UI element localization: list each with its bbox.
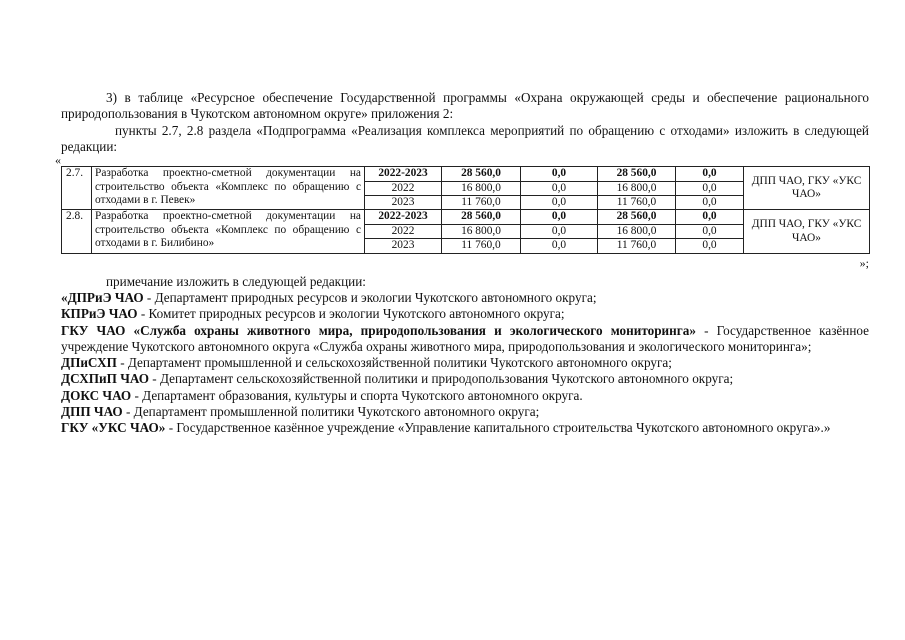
definition-abbr: ГКУ «УКС ЧАО»: [61, 420, 166, 436]
value-cell: 16 800,0: [598, 181, 676, 195]
value-cell: 0,0: [521, 210, 598, 224]
value-cell: 0,0: [521, 196, 598, 210]
row-name: Разработка проектно-сметной документации на строительство объекта «Комплекс по обращению с отходами в г. Певек»: [92, 167, 365, 210]
resource-table: [61, 166, 870, 253]
value-cell: 28 560,0: [598, 167, 676, 181]
value-cell: 0,0: [676, 239, 744, 253]
row-name: Разработка проектно-сметной документации на строительство объекта «Комплекс по обращению с отходами в г. Билибино»: [92, 210, 365, 253]
definition-abbr: ГКУ ЧАО «Служба охраны животного мира, природопользования и экологического мониторинга»: [61, 322, 696, 338]
definition-abbr: ДОКС ЧАО: [61, 387, 132, 403]
period-cell: 2023: [365, 239, 442, 253]
value-cell: 11 760,0: [598, 239, 676, 253]
total-cell: 16 800,0: [442, 181, 521, 195]
definition-item: [61, 371, 869, 387]
definition-abbr: ДСХПиП ЧАО: [61, 371, 149, 387]
row-number: 2.7.: [62, 167, 92, 210]
value-cell: 0,0: [676, 181, 744, 195]
definition-item: [61, 306, 869, 322]
definition-text: - Департамент сельскохозяйственной политики и природопользования Чукотского автономного округа;: [149, 371, 734, 387]
definition-item: [61, 323, 869, 356]
definition-text: - Департамент природных ресурсов и экологии Чукотского автономного округа;: [143, 289, 597, 305]
row-number: 2.8.: [62, 210, 92, 253]
definition-item: [61, 290, 869, 306]
definition-text: - Департамент промышленной и сельскохозяйственной политики Чукотского автономного округа;: [116, 355, 672, 371]
definition-text: - Государственное казённое учреждение «Управление капитального строительства Чукотского автономного округа».»: [165, 420, 831, 436]
period-cell: 2023: [365, 196, 442, 210]
value-cell: 28 560,0: [598, 210, 676, 224]
definition-text: - Департамент образования, культуры и спорта Чукотского автономного округа.: [131, 387, 583, 403]
responsible-cell: ДПП ЧАО, ГКУ «УКС ЧАО»: [744, 167, 870, 210]
opening-quote-mark: «: [55, 153, 61, 168]
value-cell: 0,0: [676, 210, 744, 224]
definition-item: [61, 420, 869, 436]
total-cell: 11 760,0: [442, 196, 521, 210]
definition-item: [61, 355, 869, 371]
period-cell: 2022-2023: [365, 210, 442, 224]
total-cell: 11 760,0: [442, 239, 521, 253]
value-cell: 16 800,0: [598, 224, 676, 238]
value-cell: 0,0: [676, 167, 744, 181]
definition-abbr: ДПП ЧАО: [61, 404, 123, 419]
value-cell: 0,0: [676, 224, 744, 238]
definition-text: - Департамент промышленной политики Чукотского автономного округа;: [122, 404, 540, 419]
definition-text: - Комитет природных ресурсов и экологии Чукотского автономного округа;: [137, 306, 565, 322]
intro-paragraph-2: пункты 2.7, 2.8 раздела «Подпрограмма «Реализация комплекса мероприятий по обращению с отходами» изложить в следующей редакции:: [61, 122, 869, 154]
table-row: [62, 210, 870, 224]
closing-quote-mark: »;: [859, 255, 869, 270]
total-cell: 28 560,0: [442, 210, 521, 224]
responsible-cell: ДПП ЧАО, ГКУ «УКС ЧАО»: [744, 210, 870, 253]
value-cell: 0,0: [521, 181, 598, 195]
period-cell: 2022: [365, 181, 442, 195]
period-cell: 2022: [365, 224, 442, 238]
value-cell: 0,0: [521, 167, 598, 181]
definition-abbr: ДПиСХП: [61, 355, 117, 371]
definition-text: - Государственное казённое учреждение Чукотского автономного округа «Служба охраны животного мира, природопользования и экологического мониторинга»;: [61, 322, 869, 354]
note-heading: примечание изложить в следующей редакции:: [106, 273, 366, 289]
definition-abbr: «ДПРиЭ ЧАО: [61, 289, 144, 305]
value-cell: 0,0: [521, 224, 598, 238]
total-cell: 16 800,0: [442, 224, 521, 238]
intro-paragraph-1: 3) в таблице «Ресурсное обеспечение Государственной программы «Охрана окружающей среды и обеспечение рационального природопользования в Чукотском автономном округе» приложения 2:: [61, 90, 869, 122]
value-cell: 0,0: [521, 239, 598, 253]
total-cell: 28 560,0: [442, 167, 521, 181]
document-page: [55, 90, 869, 437]
value-cell: 0,0: [676, 196, 744, 210]
table-row: [62, 167, 870, 181]
value-cell: 11 760,0: [598, 196, 676, 210]
definition-abbr: КПРиЭ ЧАО: [61, 306, 138, 322]
definition-item: [61, 404, 869, 420]
definition-item: [61, 388, 869, 404]
period-cell: 2022-2023: [365, 167, 442, 181]
